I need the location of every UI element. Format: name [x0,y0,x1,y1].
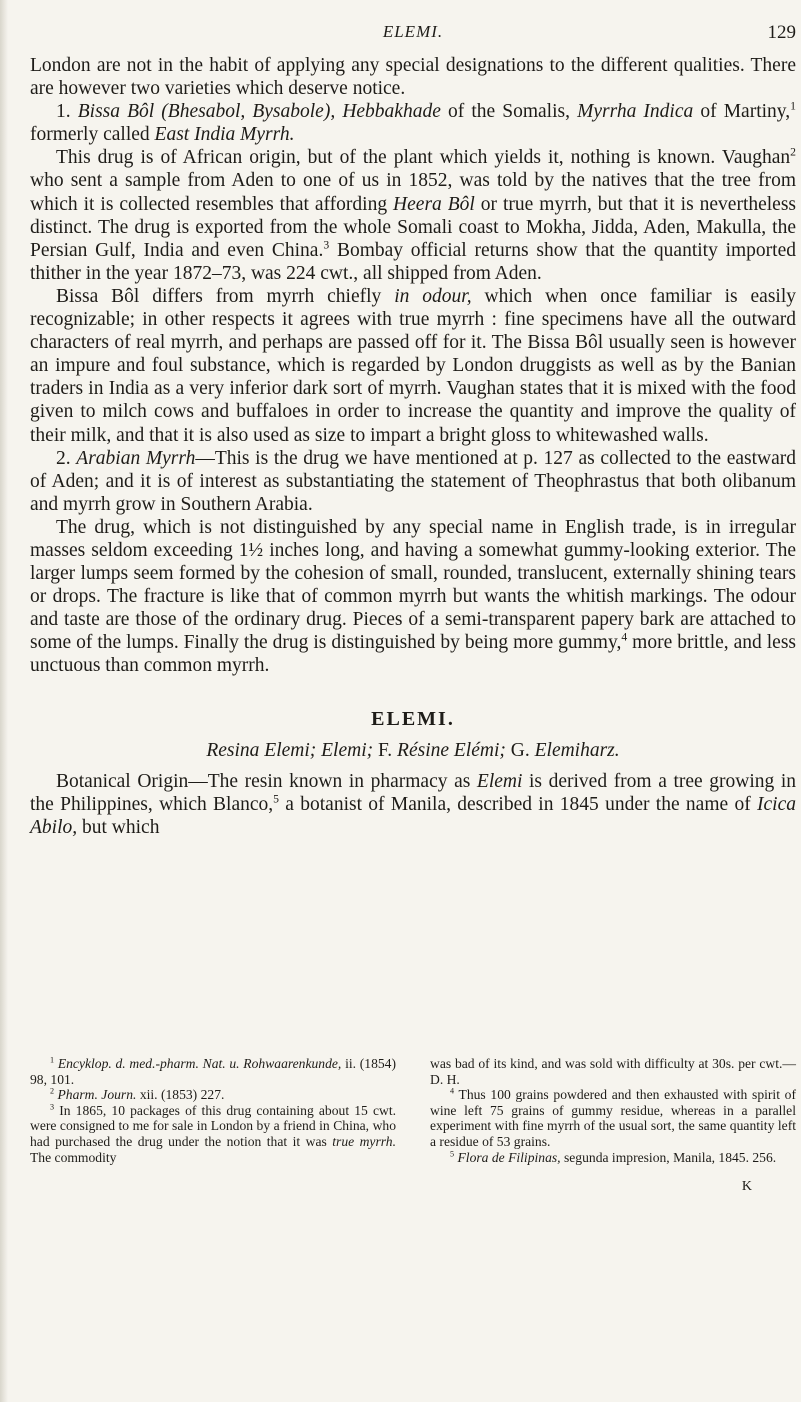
running-title: ELEMI. [382,22,444,41]
section-heading: ELEMI. [371,707,455,730]
paragraph-description: The drug, which is not distinguished by any special name in English trade, is in irregular masses seldom exceeding 1½ inches long, and having a somewhat gummy-looking exterior. The larger lumps seem formed by the cohesion of small, rounded, translucent, externally shining tears or drops. The fracture is like that of common myrrh but wants the whitish markings. The odour and taste are those of the ordinary drug. Pieces of a semi-transparent papery bark are attached to some of the lumps. Finally the drug is distinguished by being more gummy,$^4$ more brittle, and less unctuous than common myrrh. [30,516,796,677]
footnotes-left-column [30,1056,396,1195]
term-bhesabol: (Bhesabol, Bysabole), [161,101,336,123]
item-number: 2. [56,447,71,469]
term-in-odour: in odour, [394,285,472,307]
paragraph-odour: Bissa Bôl differs from myrrh chiefly in odour, which when once familiar is easily recognizable; in other respects it agrees with true myrrh : fine specimens have all the outward characters of real myrrh, and perhaps are passed off for it. The Bissa Bôl usually seen is however an impure and foul substance, which is regarded by London druggists as well as by the Banian traders in India as a very inferior dark sort of myrrh. Vaughan states that it is mixed with the food given to milch cows and buffaloes in order to increase the quantity and improve the quality of their milk, and that it is also used as size to impart a bright gloss to whitewashed walls. [30,285,796,446]
term-icica-abilo: Icica Abilo, [30,793,796,838]
page-edge-shadow [0,0,8,1402]
paragraph-arabian-myrrh: 2. Arabian Myrrh—This is the drug we have mentioned at p. 127 as collected to the eastward of Aden; and it is of interest as substantiating the statement of Theophrastus that both olibanum and myrrh grow in Southern Arabia. [30,447,796,515]
footnotes-right-column [430,1056,796,1195]
running-head [30,22,796,50]
footnote-ref-3: 3 [323,238,330,252]
paragraph-origin: This drug is of African origin, but of the plant which yields it, nothing is known. Vaughan$^2$ who sent a sample from Aden to one of us in 1852, was told by the natives that the tree from which it is collected resembles that affording Heera Bôl or true myrrh, but that it is nevertheless distinct. The drug is exported from the whole Somali coast to Mokha, Jidda, Aden, Makulla, the Persian Gulf, India and even China.$^3$ Bombay official returns show that the quantity imported thither in the year 1872–73, was 224 cwt., all shipped from Aden. [30,145,797,284]
footnote-ref-1: 1 [790,99,796,113]
footnotes [30,1056,796,1195]
paragraph-botanical-origin: Botanical Origin—The resin known in pharmacy as Elemi is derived from a tree growing in the Philippines, which Blanco,$^5$ a botanist of Manila, described in 1845 under the name of Icica Abilo, but which [30,770,797,838]
footnote-1: $^1$ Encyklop. d. med.-pharm. Nat. u. Rohwaarenkunde, ii. (1854) 98, 101. [30,1055,396,1087]
paragraph-intro: London are not in the habit of applying any special designations to the different qualities. There are however two varieties which deserve notice. [30,55,796,100]
term-east-india-myrrh: East India Myrrh. [154,124,295,146]
footnote-5: $^5$ Flora de Filipinas, segunda impresion, Manila, 1845. 256. [450,1149,777,1165]
footnote-3: $^3$ In 1865, 10 packages of this drug containing about 15 cwt. were consigned to me for sale in London by a friend in China, who had purchased the drug under the notion that it was true myrrh. The commodity [30,1102,396,1165]
term-myrrha-indica: Myrrha Indica [577,101,694,123]
term-arabian-myrrh: Arabian Myrrh [76,447,196,469]
paragraph-bissa-bol: 1. Bissa Bôl (Bhesabol, Bysabole), Hebbakhade of the Somalis, Myrrha Indica of Martiny,$^1$ formerly called East India Myrrh. [30,99,796,146]
synonyms-line: Resina Elemi; Elemi; F. Résine Elémi; G. Elemiharz. [206,739,620,761]
term-elemi: Elemi [476,770,523,792]
body-text [30,54,796,839]
footnote-2: $^2$ Pharm. Journ. xii. (1853) 227. [50,1086,225,1103]
term-bissa-bol: Bissa Bôl [77,101,155,123]
term-heera-bol: Heera Bôl [393,193,475,215]
term-hebbakhade: Hebbakhade [342,101,441,123]
footnote-ref-4: 4 [621,630,628,644]
item-number: 1. [56,101,71,123]
page-number: 129 [767,22,796,43]
footnote-3-continued: was bad of its kind, and was sold with difficulty at 30s. per cwt.—D. H. [430,1056,796,1087]
footnote-4: $^4$ Thus 100 grains powdered and then exhausted with spirit of wine left 75 grains of gummy residue, whereas in a parallel experiment with fine myrrh of the usual sort, the same quantity left a residue of 53 grains. [430,1086,796,1149]
footnote-ref-2: 2 [790,145,796,159]
signature-mark: K [741,1179,752,1195]
footnote-ref-5: 5 [273,792,279,806]
